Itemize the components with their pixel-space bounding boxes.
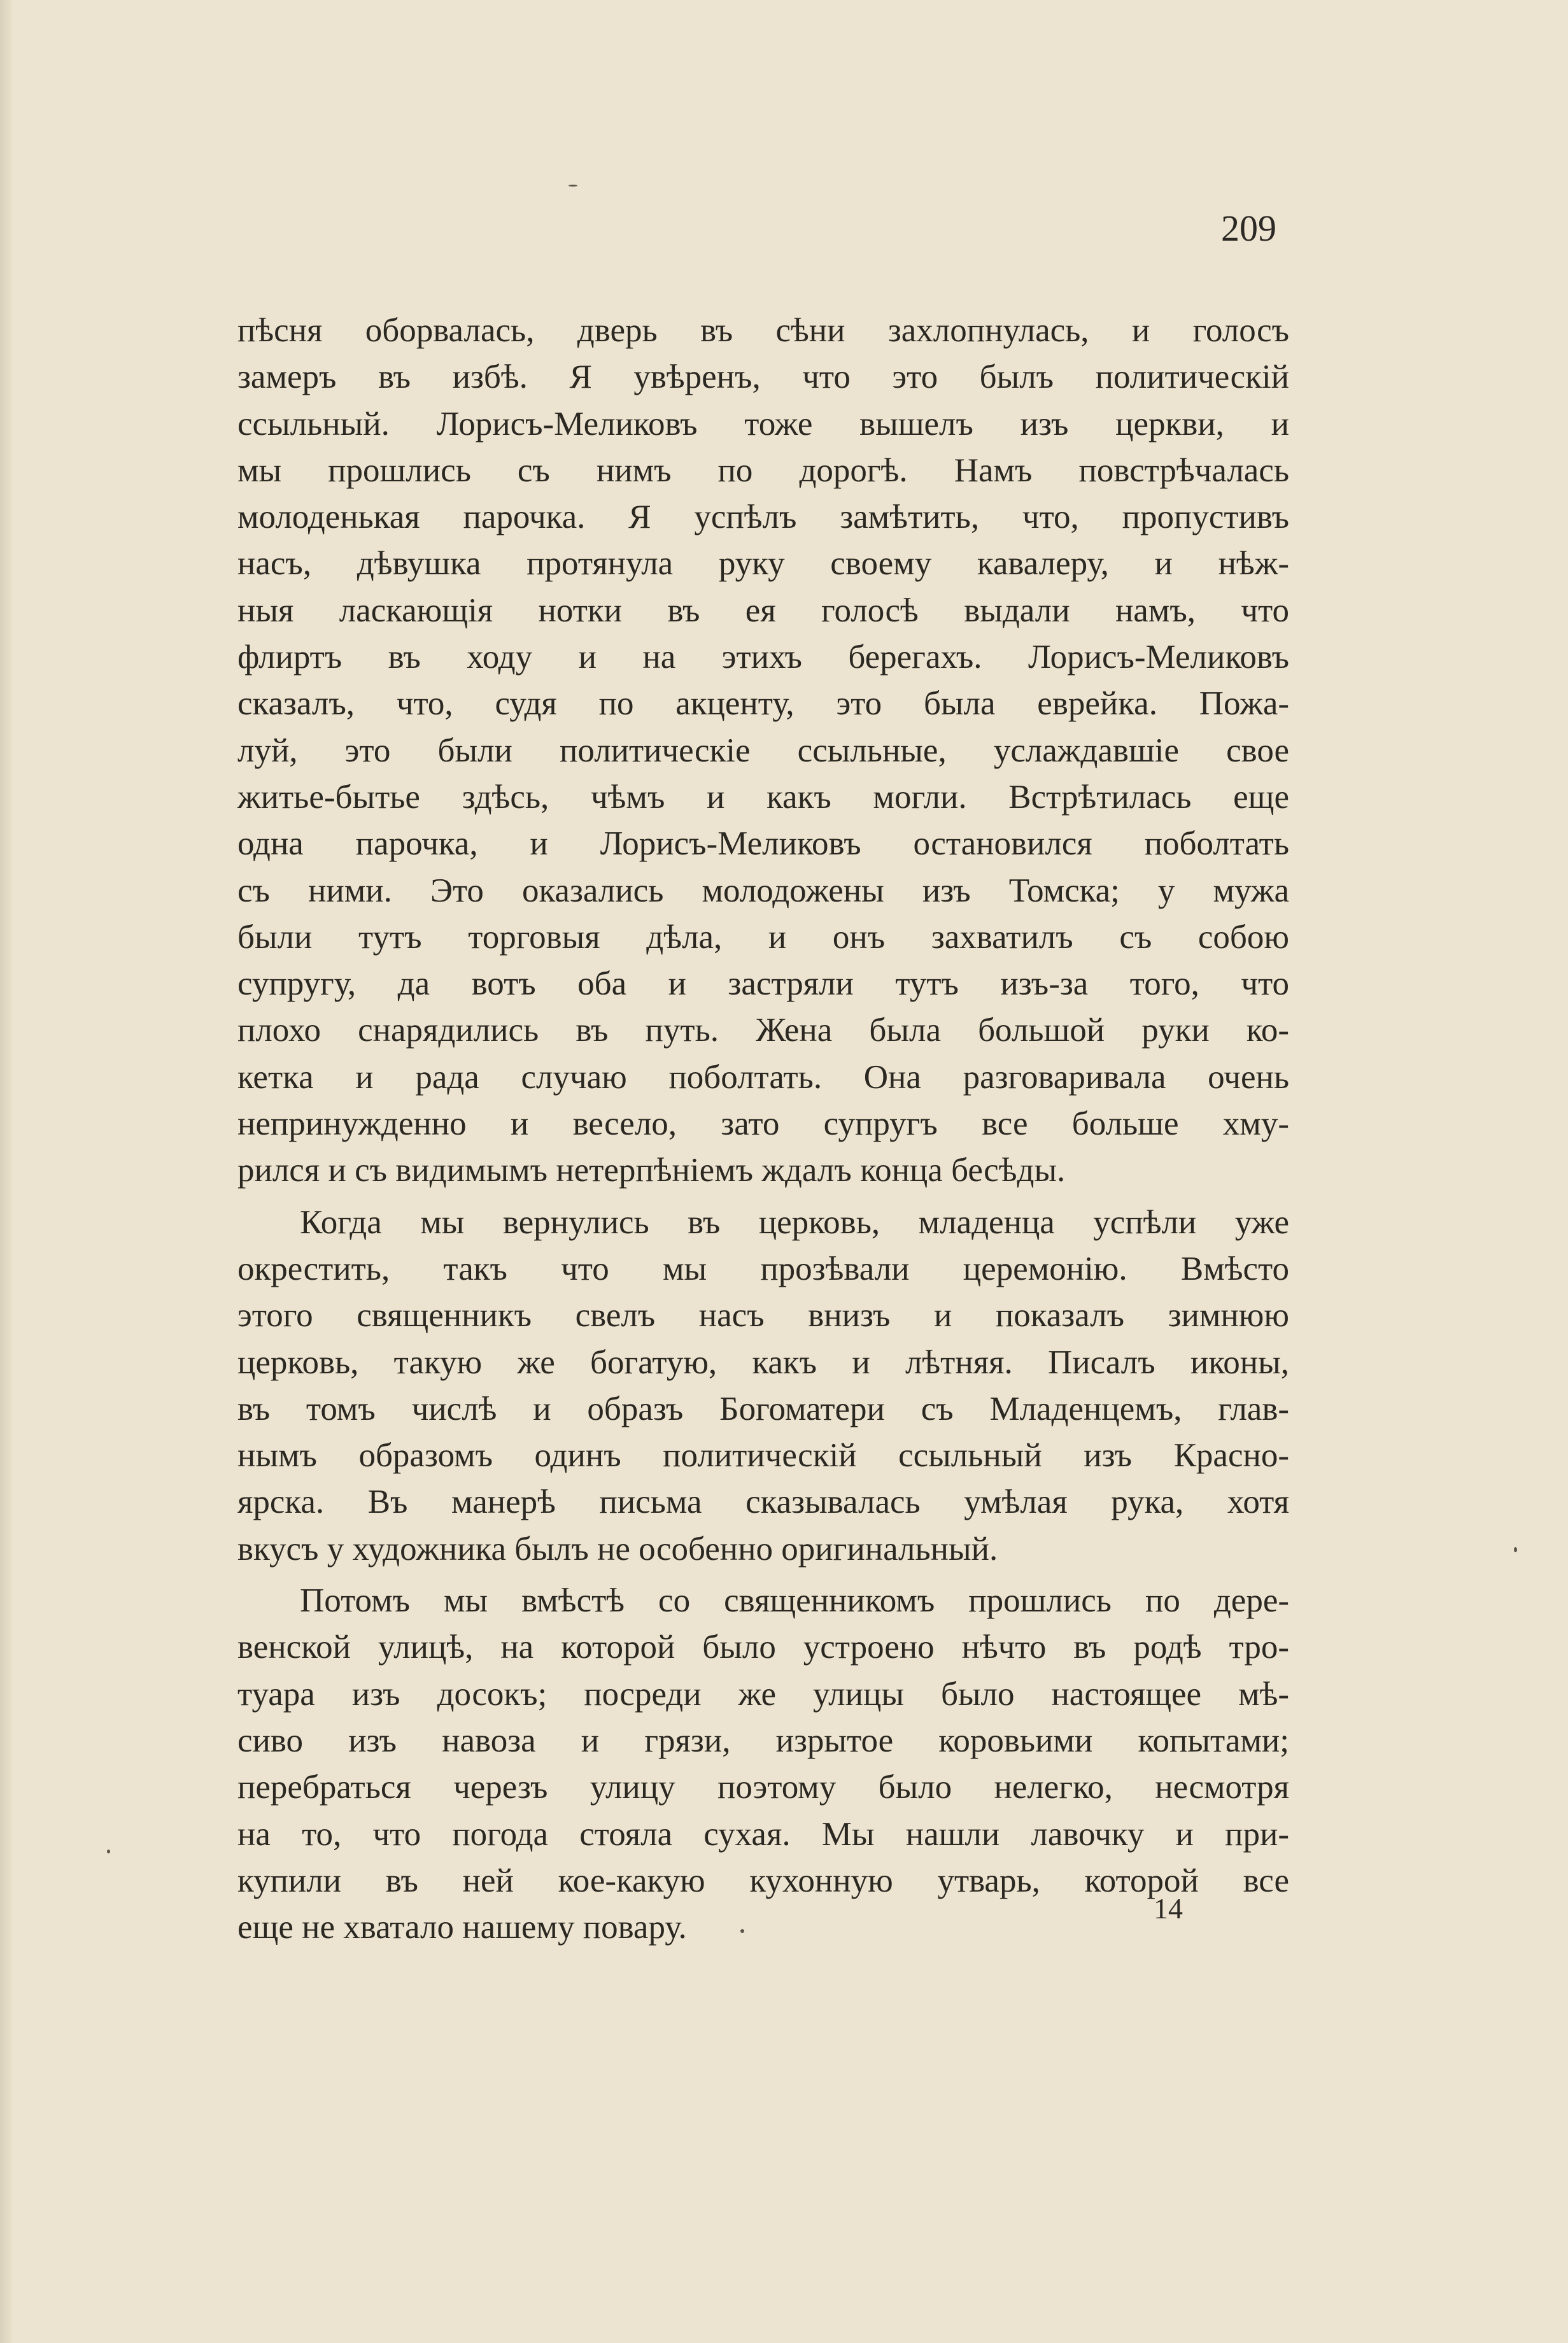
paper-speck (107, 1850, 110, 1853)
text-line: супругу, да вотъ оба и застряли тутъ изъ-за того, что (237, 965, 1289, 1003)
text-line: житье-бытье здѣсь, чѣмъ и какъ могли. Встрѣтилась еще (237, 778, 1289, 816)
page-number: 209 (1221, 208, 1276, 249)
text-line: луй, это были политическіе ссыльные, услаждавшіе свое (237, 732, 1289, 769)
text-line: флиртъ въ ходу и на этихъ берегахъ. Лорисъ-Меликовъ (237, 639, 1289, 676)
text-line: плохо снарядились въ путь. Жена была большой руки ко- (237, 1012, 1289, 1049)
paragraph-1 (237, 308, 1289, 1194)
text-line: ссыльный. Лорисъ-Меликовъ тоже вышелъ изъ церкви, и (237, 405, 1289, 442)
text-line: церковь, такую же богатую, какъ и лѣтняя. Писалъ иконы, (237, 1343, 1289, 1381)
text-line: нымъ образомъ одинъ политическій ссыльный изъ Красно- (237, 1437, 1289, 1475)
text-line: кетка и рада случаю поболтать. Она разговаривала очень (237, 1058, 1289, 1096)
text-line: молоденькая парочка. Я успѣлъ замѣтить, что, пропустивъ (237, 499, 1289, 536)
text-line: сказалъ, что, судя по акценту, это была еврейка. Пожа- (237, 685, 1289, 723)
text-line: насъ, дѣвушка протянула руку своему кавалеру, и нѣж- (237, 545, 1289, 583)
text-line: ныя ласкающія нотки въ ея голосѣ выдали намъ, что (237, 591, 1289, 629)
text-line: Когда мы вернулись въ церковь, младенца успѣли уже (300, 1203, 1289, 1241)
paragraph-3 (237, 1578, 1289, 1951)
text-line: вкусъ у художника былъ не особенно оригинальный. (237, 1530, 998, 1568)
signature-mark: 14 (1154, 1892, 1183, 1925)
text-line: венской улицѣ, на которой было устроено нѣчто въ родѣ тро- (237, 1629, 1289, 1666)
text-line: одна парочка, и Лорисъ-Меликовъ остановился поболтать (237, 825, 1289, 863)
text-line: ярска. Въ манерѣ письма сказывалась умѣлая рука, хотя (237, 1483, 1289, 1521)
text-line: окрестить, такъ что мы прозѣвали церемонію. Вмѣсто (237, 1250, 1289, 1287)
text-line: этого священникъ свелъ насъ внизъ и показалъ зимнюю (237, 1297, 1289, 1334)
text-line: перебраться черезъ улицу поэтому было нелегко, несмотря (237, 1769, 1289, 1806)
text-line: мы прошлись съ нимъ по дорогѣ. Намъ повстрѣчалась (237, 451, 1289, 489)
text-line: непринужденно и весело, зато супругъ все больше хму- (237, 1105, 1289, 1143)
text-line: въ томъ числѣ и образъ Богоматери съ Младенцемъ, глав- (237, 1390, 1289, 1427)
text-line: пѣсня оборвалась, дверь въ сѣни захлопнулась, и голосъ (237, 312, 1289, 349)
text-line: на то, что погода стояла сухая. Мы нашли лавочку и при- (237, 1815, 1289, 1853)
page-edge-shadow (0, 0, 14, 2343)
paper-speck (1514, 1547, 1517, 1552)
text-line: еще не хватало нашему повару. (237, 1909, 687, 1946)
paragraph-2 (237, 1200, 1289, 1573)
paragraph-spacer (237, 1194, 1289, 1200)
text-line: рился и съ видимымъ нетерпѣніемъ ждалъ конца бесѣды. (237, 1152, 1066, 1189)
text-line: туара изъ досокъ; посреди же улицы было настоящее мѣ- (237, 1675, 1289, 1713)
paper-speck (740, 1929, 744, 1933)
text-line: сиво изъ навоза и грязи, изрытое коровьими копытами; (237, 1722, 1289, 1759)
text-line: съ ними. Это оказались молодожены изъ Томска; у мужа (237, 872, 1289, 909)
paragraph-spacer (237, 1573, 1289, 1578)
body-text (237, 308, 1289, 1951)
text-line: были тутъ торговыя дѣла, и онъ захватилъ съ собою (237, 918, 1289, 956)
paper-speck (569, 185, 577, 187)
text-line: купили въ ней кое-какую кухонную утварь, которой все (237, 1862, 1289, 1899)
text-line: Потомъ мы вмѣстѣ со священникомъ прошлись по дере- (300, 1582, 1289, 1620)
text-line: замеръ въ избѣ. Я увѣренъ, что это былъ политическій (237, 358, 1289, 396)
